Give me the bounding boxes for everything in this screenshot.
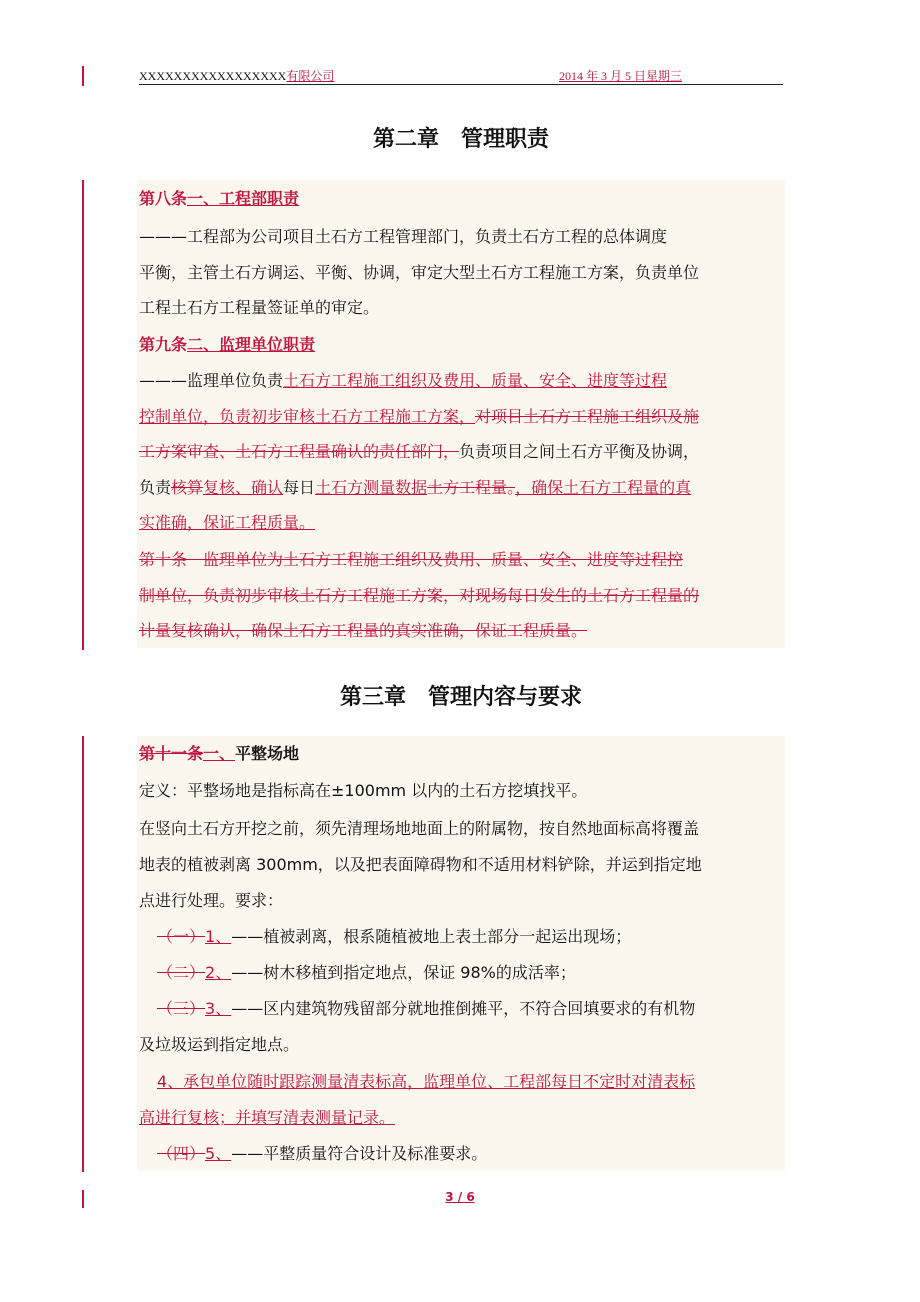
article-9-line: 负责核算复核、确认每日土石方测量数据土方工程量。，确保土石方工程量的真 bbox=[139, 478, 692, 497]
article-8-title: 第八条一、工程部职责 bbox=[139, 189, 300, 208]
article-11-paragraph: 在竖向土石方开挖之前，须先清理场地地面上的附属物，按自然地面标高将覆盖 bbox=[139, 819, 700, 838]
article-9-line: 实准确，保证工程质量。 bbox=[139, 513, 316, 532]
page-number: 3 / 6 bbox=[445, 1190, 475, 1204]
article-8-line: 工程土石方工程量签证单的审定。 bbox=[139, 298, 380, 317]
article-9-line: 控制单位，负责初步审核土石方工程施工方案，对项目土石方工程施工组织及施 bbox=[139, 407, 700, 426]
header-company: XXXXXXXXXXXXXXXXX有限公司 bbox=[139, 69, 335, 83]
requirement-item-inserted: 4、承包单位随时跟踪测量清表标高，监理单位、工程部每日不定时对清表标 bbox=[157, 1072, 696, 1091]
page-header bbox=[139, 66, 783, 85]
change-bar bbox=[82, 66, 84, 86]
requirement-item-inserted: 高进行复核；并填写清表测量记录。 bbox=[139, 1108, 396, 1127]
article-11-title: 第十一条一、平整场地 bbox=[139, 744, 300, 763]
chapter-2-title: 第二章 管理职责 bbox=[372, 126, 549, 152]
requirement-item: （四）5、——平整质量符合设计及标准要求。 bbox=[157, 1144, 488, 1163]
article-9-line: ———监理单位负责土石方工程施工组织及费用、质量、安全、进度等过程 bbox=[139, 371, 668, 390]
article-9-line: 工方案审查、土石方工程量确认的责任部门，负责项目之间土石方平衡及协调， bbox=[139, 442, 700, 461]
requirement-item-continuation: 及垃圾运到指定地点。 bbox=[139, 1035, 300, 1054]
article-9-title: 第九条二、监理单位职责 bbox=[139, 335, 316, 354]
change-bar bbox=[82, 736, 84, 1172]
article-11-paragraph: 点进行处理。要求： bbox=[139, 891, 284, 910]
article-10-deleted-line: 计量复核确认，确保土石方工程量的真实准确，保证工程质量。 bbox=[139, 621, 588, 640]
chapter-3-title: 第三章 管理内容与要求 bbox=[339, 684, 582, 710]
change-bar bbox=[82, 180, 84, 650]
header-date: 2014 年 3 月 5 日星期三 bbox=[559, 69, 683, 83]
article-10-deleted-line: 第十条 监理单位为土石方工程施工组织及费用、质量、安全、进度等过程控 bbox=[139, 550, 684, 569]
requirement-item: （二）2、——树木移植到指定地点，保证 98%的成活率； bbox=[157, 963, 576, 982]
article-11-definition: 定义：平整场地是指标高在±100mm 以内的土石方挖填找平。 bbox=[139, 781, 588, 800]
requirement-item: （三）3、——区内建筑物残留部分就地推倒摊平，不符合回填要求的有机物 bbox=[157, 999, 696, 1018]
requirement-item: （一）1、——植被剥离，根系随植被地上表土部分一起运出现场； bbox=[157, 927, 632, 946]
article-8-line: ———工程部为公司项目土石方工程管理部门，负责土石方工程的总体调度 bbox=[139, 227, 668, 246]
article-11-paragraph: 地表的植被剥离 300mm，以及把表面障碍物和不适用材料铲除，并运到指定地 bbox=[139, 855, 702, 874]
article-8-line: 平衡，主管土石方调运、平衡、协调，审定大型土石方工程施工方案，负责单位 bbox=[139, 263, 700, 282]
article-10-deleted-line: 制单位，负责初步审核土石方工程施工方案，对现场每日发生的土石方工程量的 bbox=[139, 586, 700, 605]
header-company-suffix: 有限公司 bbox=[286, 69, 335, 83]
